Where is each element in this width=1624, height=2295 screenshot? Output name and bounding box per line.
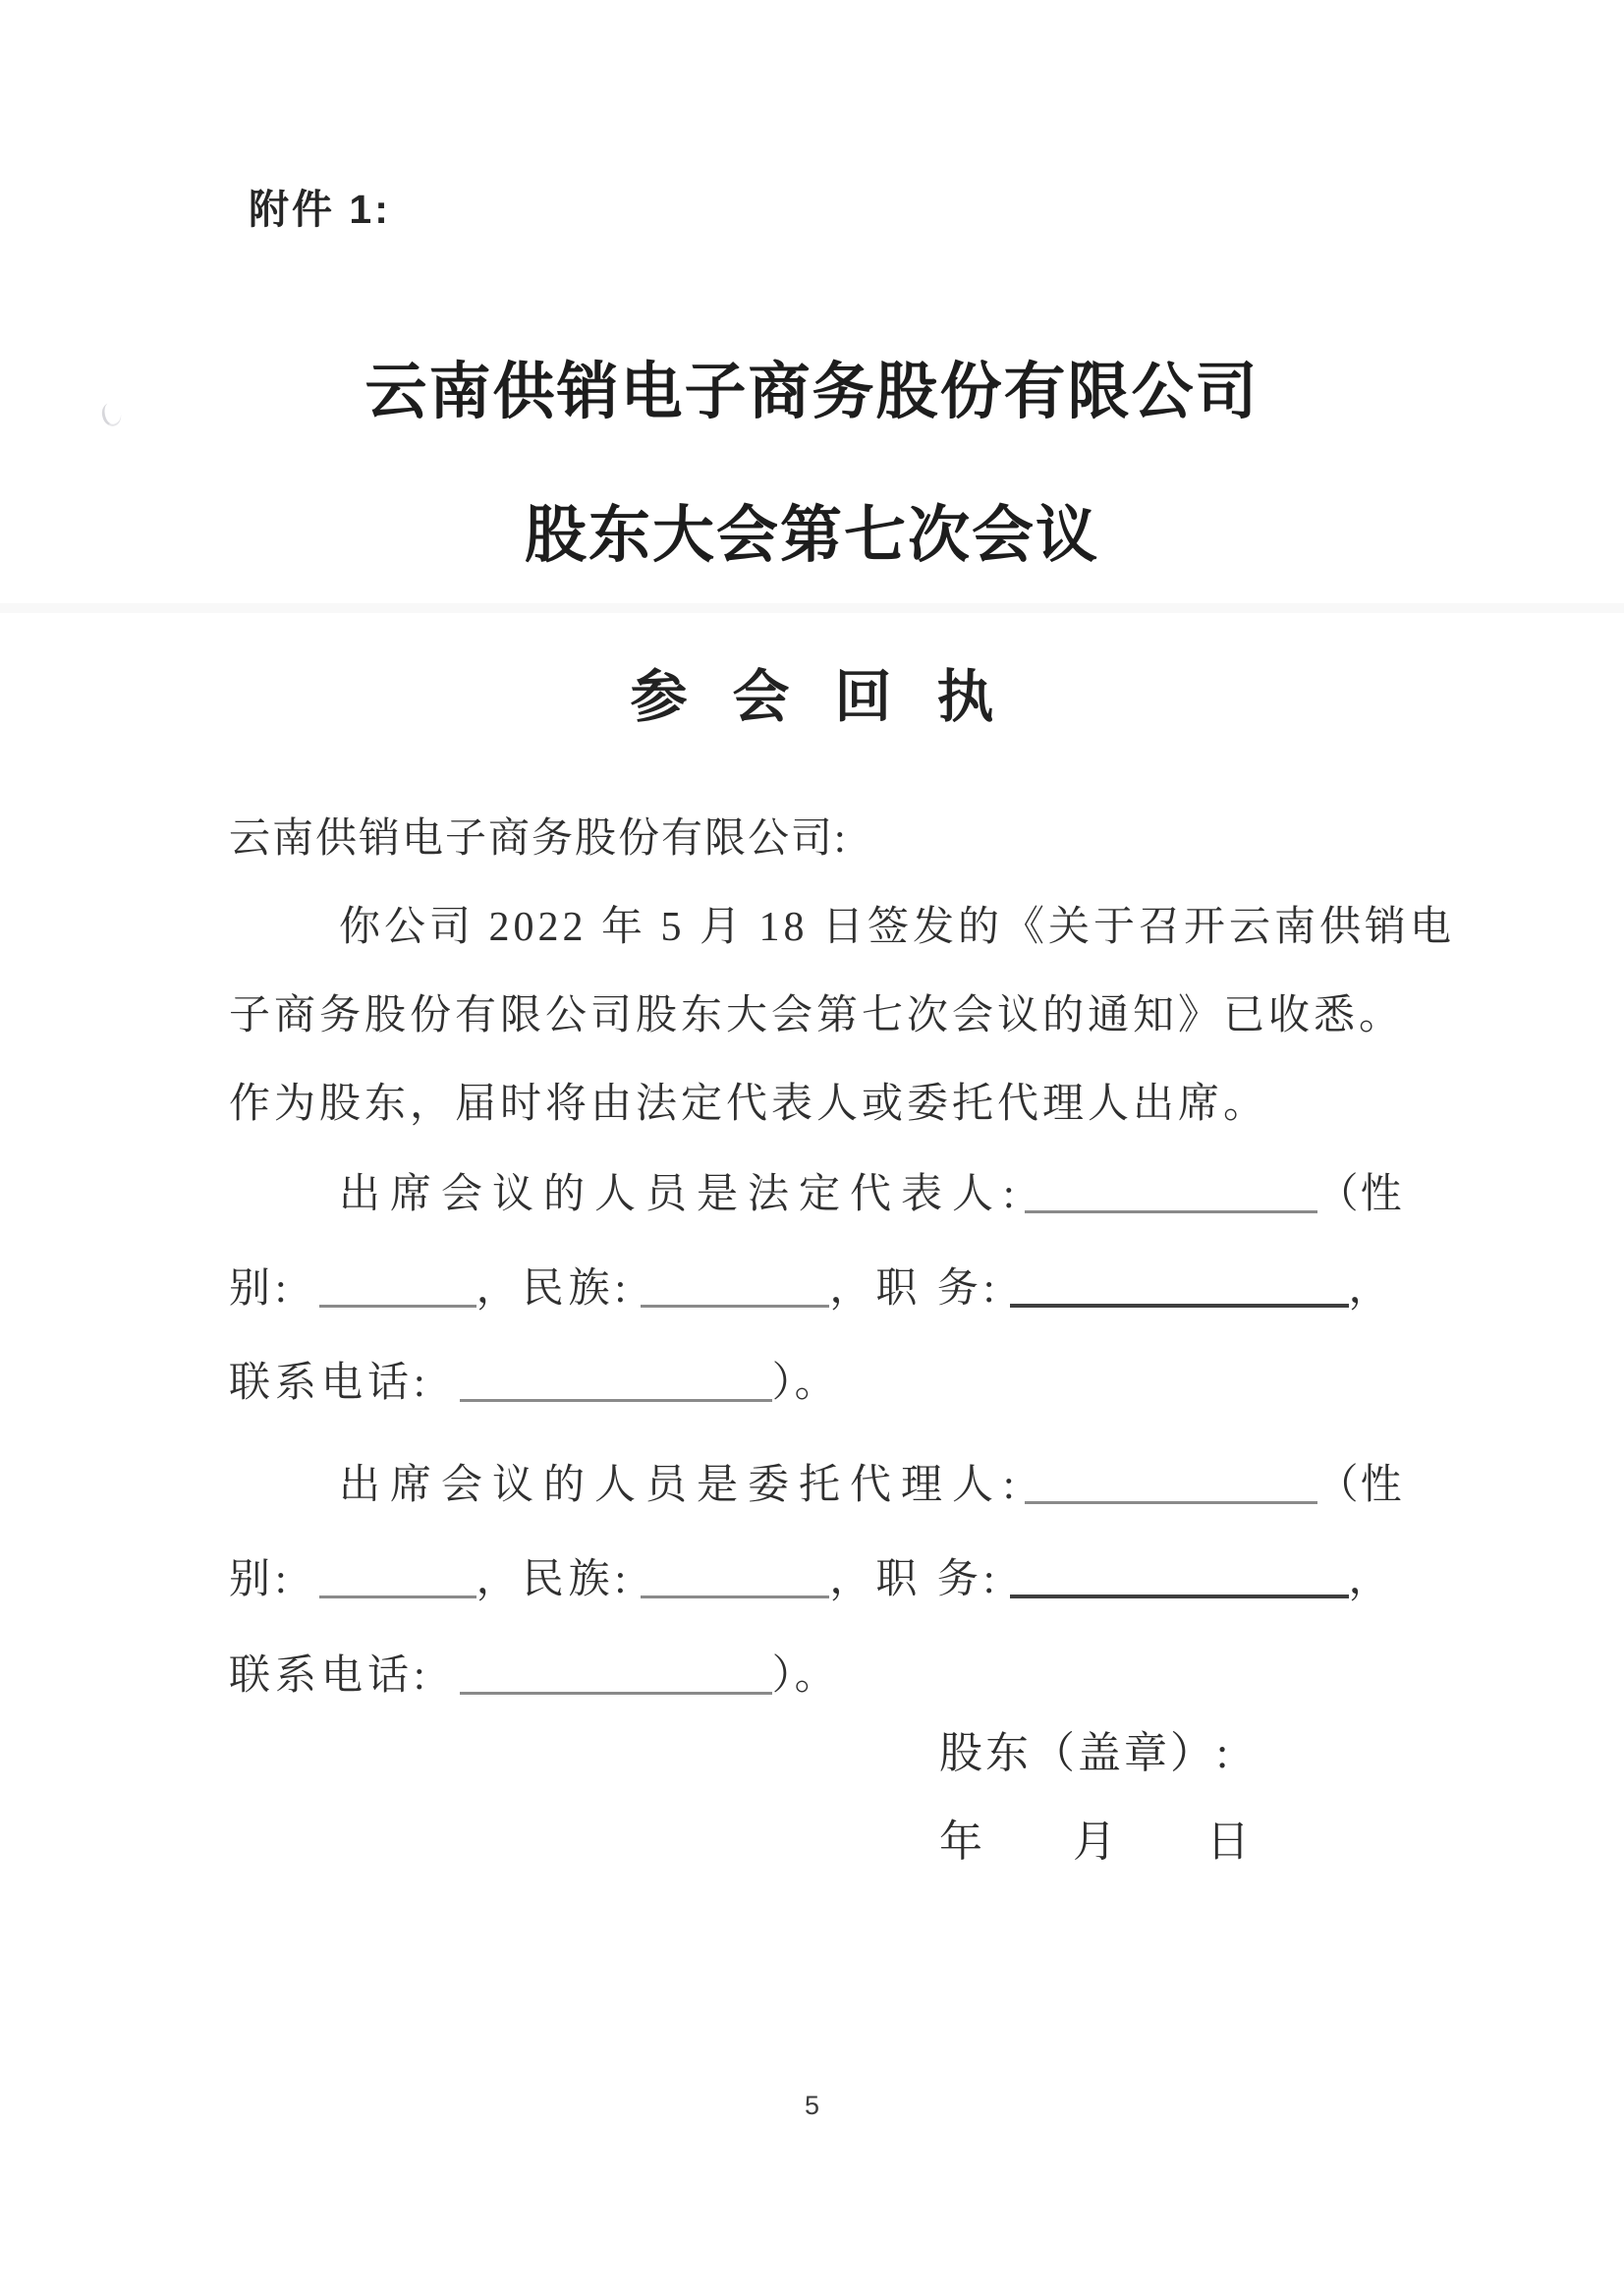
- date-year-label: 年: [939, 1818, 982, 1866]
- open-paren-sex-prefix: （性: [1316, 1172, 1404, 1217]
- comma-suffix: ，: [1348, 1266, 1392, 1312]
- open-paren-sex-prefix: （性: [1316, 1463, 1404, 1508]
- phone-label: 联系电话:: [229, 1361, 430, 1406]
- date-day-label: 日: [1206, 1818, 1250, 1866]
- legal-rep-lead: 出席会议的人员是法定代表人:: [339, 1172, 1025, 1217]
- legal-rep-line: [229, 1165, 1467, 1224]
- legal-rep-sex-blank: [319, 1301, 476, 1308]
- shareholder-seal-label: 股东（盖章）:: [939, 1729, 1232, 1777]
- agent-sex-blank: [319, 1592, 476, 1598]
- agent-lead: 出席会议的人员是委托代理人:: [339, 1463, 1025, 1508]
- legal-rep-phone-line: [229, 1354, 1467, 1413]
- document-title-line2: 股东大会第七次会议: [525, 501, 1099, 570]
- close-paren-suffix: ）。: [771, 1361, 838, 1406]
- intro-line-1: 你公司 2022 年 5 月 18 日签发的《关于召开云南供销电: [339, 905, 1456, 950]
- document-title-line1: 云南供销电子商务股份有限公司: [364, 358, 1260, 426]
- date-month-label: 月: [1073, 1818, 1116, 1866]
- position-label: ，职 务:: [829, 1557, 1000, 1602]
- ethnicity-label: ，民族:: [476, 1266, 632, 1312]
- legal-rep-ethnicity-blank: [641, 1301, 829, 1308]
- sex-label: 别:: [229, 1557, 292, 1602]
- agent-name-blank: [1025, 1497, 1317, 1504]
- agent-details-line: [229, 1550, 1467, 1609]
- agent-position-blank: [1010, 1591, 1349, 1598]
- page-number: 5: [804, 2091, 820, 2120]
- intro-line-3: 作为股东，届时将由法定代表人或委托代理人出席。: [229, 1082, 1269, 1127]
- legal-rep-position-blank: [1010, 1300, 1349, 1308]
- close-paren-suffix: ）。: [771, 1653, 838, 1699]
- comma-suffix: ，: [1348, 1557, 1392, 1602]
- date-line: [939, 1806, 1250, 1869]
- salutation: 云南供销电子商务股份有限公司:: [229, 816, 848, 862]
- sex-label: 别:: [229, 1266, 292, 1312]
- phone-label: 联系电话:: [229, 1653, 430, 1699]
- intro-line-2: 子商务股份有限公司股东大会第七次会议的通知》已收悉。: [229, 993, 1405, 1038]
- form-heading: 参会回执: [630, 665, 1039, 729]
- scan-artifact-line: [0, 603, 1624, 613]
- legal-rep-phone-blank: [460, 1395, 772, 1402]
- ethnicity-label: ，民族:: [476, 1557, 632, 1602]
- attachment-label: 附件 1:: [249, 187, 391, 232]
- agent-phone-blank: [460, 1688, 772, 1695]
- legal-rep-details-line: [229, 1259, 1467, 1318]
- position-label: ，职 务:: [829, 1266, 1000, 1312]
- agent-ethnicity-blank: [641, 1592, 829, 1598]
- agent-line: [229, 1456, 1467, 1515]
- agent-phone-line: [229, 1647, 1467, 1706]
- legal-rep-name-blank: [1025, 1206, 1317, 1213]
